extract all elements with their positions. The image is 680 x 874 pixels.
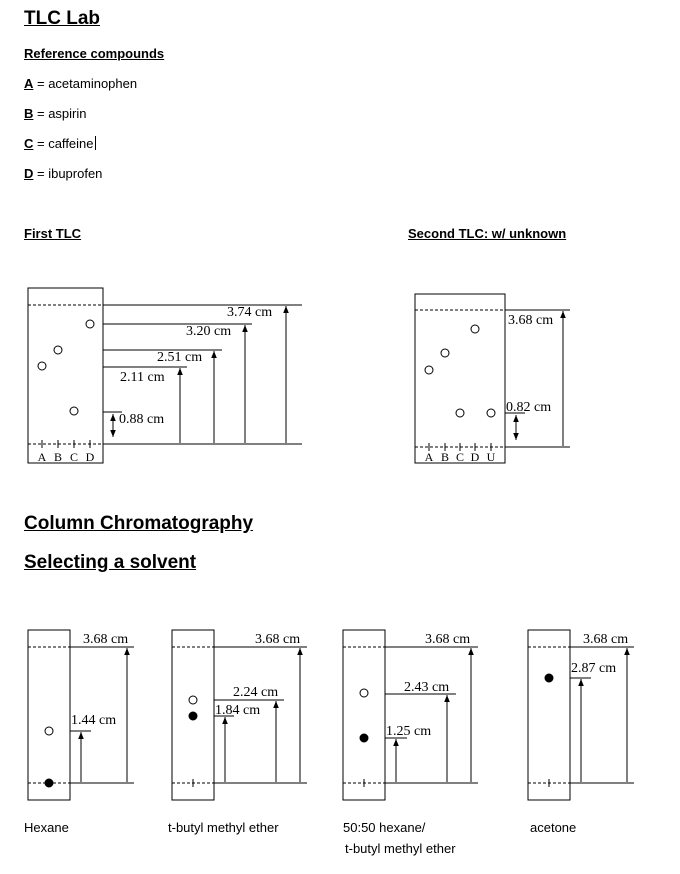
lane-label: C: [455, 450, 465, 464]
mix-label-front: 3.68 cm: [425, 632, 471, 647]
spot-d: [471, 325, 479, 333]
compound-name: = caffeine: [33, 136, 94, 151]
spot-open: [45, 727, 53, 735]
lane-label: D: [470, 450, 480, 464]
compound-name: = aspirin: [33, 106, 87, 121]
lane-label: A: [37, 450, 47, 464]
lane-label: B: [440, 450, 450, 464]
compound-key: D: [24, 166, 34, 181]
compound-key: B: [24, 106, 34, 121]
first-label-a: 2.51 cm: [157, 350, 203, 365]
first-label-a2: 2.11 cm: [120, 370, 165, 385]
spot-b: [54, 346, 62, 354]
spot-open: [189, 696, 197, 704]
acetone-plate: [528, 630, 634, 800]
first-tlc-heading: First TLC: [24, 226, 82, 241]
tbme-label-front: 3.68 cm: [255, 632, 301, 647]
solvent-caption-acetone: acetone: [530, 820, 577, 835]
first-label-d: 3.74 cm: [227, 305, 273, 320]
spot-filled: [545, 674, 553, 682]
compound-name: = ibuprofen: [33, 166, 103, 181]
spot-b: [441, 349, 449, 357]
spot-filled: [360, 734, 368, 742]
lane-label: A: [424, 450, 434, 464]
lane-label: U: [486, 450, 496, 464]
hexane-label-front: 3.68 cm: [83, 632, 129, 647]
solvent-caption-mix: 50:50 hexane/: [343, 820, 426, 835]
spot-a: [425, 366, 433, 374]
lane-label: B: [53, 450, 63, 464]
spot-c: [456, 409, 464, 417]
spot-filled: [189, 712, 197, 720]
tbme-label-lower: 1.84 cm: [215, 703, 261, 718]
tbme-label-upper: 2.24 cm: [233, 685, 279, 700]
first-label-b: 3.20 cm: [186, 324, 232, 339]
column-heading: Column Chromatography: [24, 513, 254, 534]
reference-heading: Reference compounds: [24, 46, 165, 61]
spot-d: [86, 320, 94, 328]
spot-filled: [45, 779, 53, 787]
hexane-label-spot: 1.44 cm: [71, 713, 117, 728]
second-label-u: 0.82 cm: [506, 400, 552, 415]
page-title: TLC Lab: [24, 8, 100, 29]
solvent-caption-mix-2: t-butyl methyl ether: [345, 841, 456, 856]
lane-label: D: [85, 450, 95, 464]
mix-plate: [343, 630, 478, 800]
mix-label-upper: 2.43 cm: [404, 680, 450, 695]
solvent-heading: Selecting a solvent: [24, 552, 197, 573]
second-tlc-plate: [415, 294, 505, 463]
spot-open: [360, 689, 368, 697]
solvent-caption-hexane: Hexane: [24, 820, 69, 835]
second-tlc-measures: [505, 310, 570, 447]
acetone-label-front: 3.68 cm: [583, 632, 629, 647]
spot-u: [487, 409, 495, 417]
mix-label-lower: 1.25 cm: [386, 724, 432, 739]
spot-c: [70, 407, 78, 415]
second-tlc-heading: Second TLC: w/ unknown: [408, 226, 567, 241]
first-label-c: 0.88 cm: [119, 412, 165, 427]
compound-name: = acetaminophen: [33, 76, 138, 91]
first-tlc-plate: [28, 288, 103, 463]
spot-a: [38, 362, 46, 370]
lane-label: C: [69, 450, 79, 464]
acetone-label-spot: 2.87 cm: [571, 661, 617, 676]
compound-key: A: [24, 76, 34, 91]
solvent-caption-tbme: t-butyl methyl ether: [168, 820, 279, 835]
second-label-front: 3.68 cm: [508, 313, 554, 328]
compound-key: C: [24, 136, 34, 151]
